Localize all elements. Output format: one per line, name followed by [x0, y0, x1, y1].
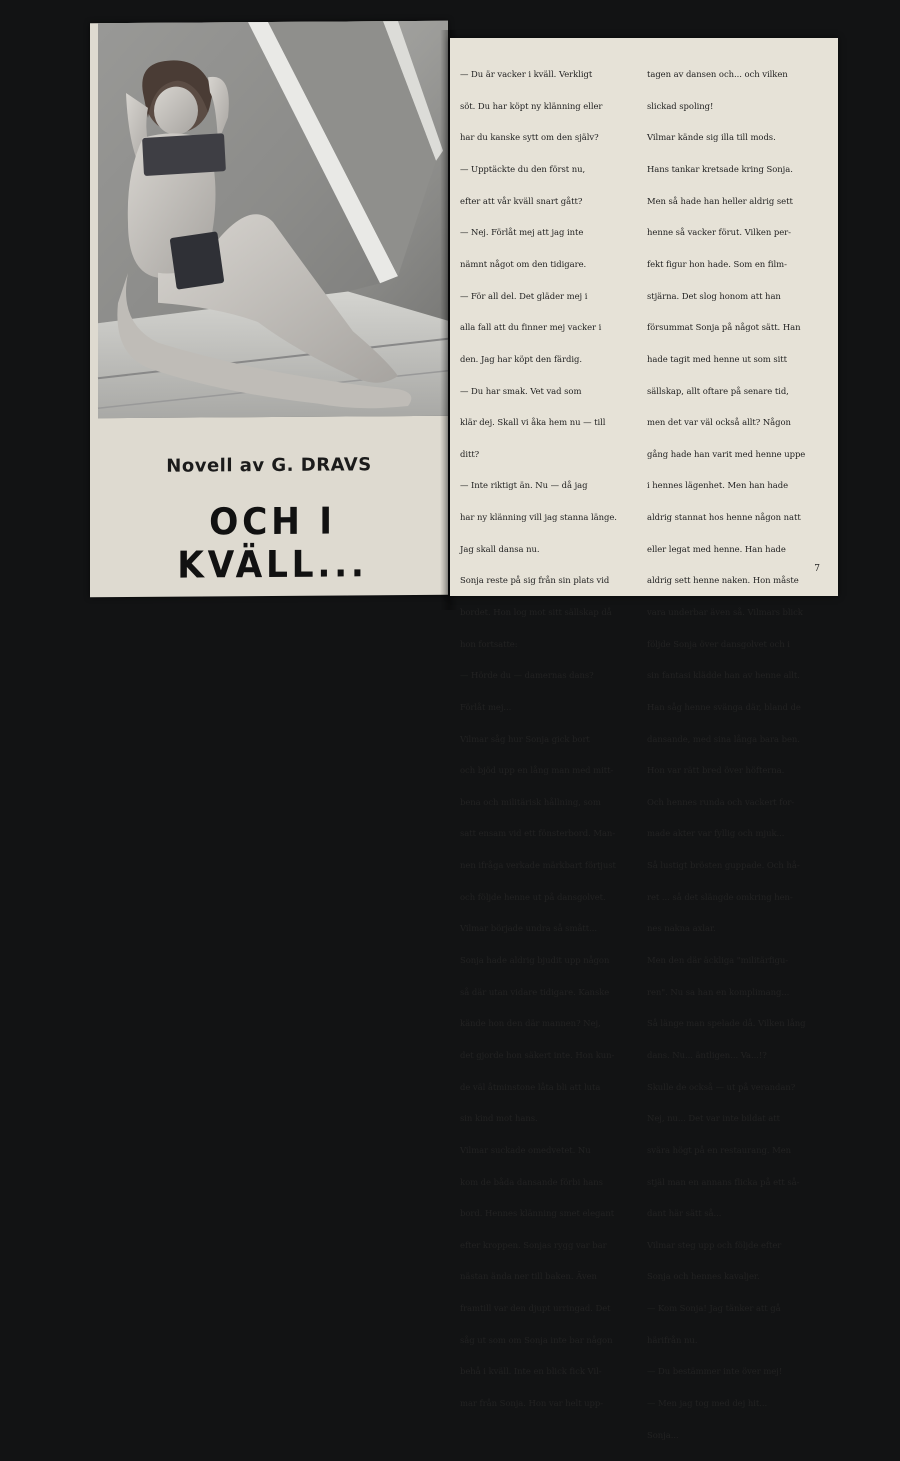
- left-page: [90, 21, 448, 597]
- text-line: hon fortsatte:: [460, 638, 518, 649]
- text-line: — Inte riktigt än. Nu — då jag: [460, 480, 588, 491]
- text-line: Men så hade han heller aldrig sett: [647, 195, 793, 206]
- text-line: efter att vår kväll snart gått?: [460, 195, 583, 206]
- text-line: den. Jag har köpt den färdig.: [460, 353, 582, 364]
- text-line: Vilmar började undra så smått...: [460, 923, 597, 934]
- text-line: sin kind mot hans.: [460, 1113, 538, 1124]
- text-line: svära högt på en restaurang. Men: [647, 1144, 792, 1155]
- text-line: framtill var den djupt urringad. Det: [460, 1303, 611, 1314]
- text-line: Så länge man spelade då. Vilken lång: [647, 1018, 806, 1029]
- text-line: alla fall att du finner mej vacker i: [460, 322, 602, 333]
- story-byline: Novell av G. DRAVS: [166, 454, 372, 477]
- text-line: Vilmar suckade omedvetet. Nu: [460, 1144, 591, 1155]
- text-line: Förlåt mej...: [460, 701, 512, 712]
- text-line: men det var väl också allt? Någon: [647, 417, 791, 428]
- text-line: Hans tankar kretsade kring Sonja.: [647, 164, 793, 175]
- text-line: Skulle de också — ut på verandan?: [647, 1081, 796, 1092]
- text-line: stjärna. Det slog honom att han: [647, 290, 781, 301]
- text-line: bordet. Hon log mot sitt sällskap då: [460, 606, 612, 617]
- text-column-left: [460, 48, 636, 1430]
- text-line: i hennes lägenhet. Men han hade: [647, 480, 789, 491]
- text-line: Och hennes runda och vackert for-: [647, 796, 795, 807]
- text-line: — Nej. Förlåt mej att jag inte: [460, 227, 584, 238]
- text-line: — Kom Sonja! Jag tänker att gå: [647, 1303, 781, 1314]
- text-line: nes nakna axlar.: [647, 923, 716, 934]
- text-line: Vilmar såg hur Sonja gick bort: [460, 733, 590, 744]
- text-line: aldrig sett henne naken. Hon måste: [647, 575, 799, 586]
- text-line: Nej, nu... Det var inte bildat att: [647, 1113, 780, 1124]
- text-line: klär dej. Skall vi åka hem nu — till: [460, 417, 606, 428]
- text-line: stjäl man en annans flicka på ett så-: [647, 1176, 800, 1187]
- text-line: och bjöd upp en lång man med mitt-: [460, 765, 614, 776]
- text-line: aldrig stannat hos henne någon natt: [647, 512, 801, 523]
- text-line: nen ifråga verkade märkbart förtjust: [460, 860, 616, 871]
- text-line: mar från Sonja. Hon var helt upp-: [460, 1398, 604, 1408]
- text-line: de väl åtminstone låta bli att luta: [460, 1081, 601, 1092]
- right-page: [450, 38, 838, 1440]
- text-line: efter kroppen. Sonjas rygg var bar: [460, 1239, 607, 1250]
- text-line: så där utan vidare tidigare. Kanske: [460, 986, 610, 997]
- text-line: Sonja reste på sig från sin plats vid: [460, 575, 610, 586]
- text-line: dansande, med sina långa bara ben.: [647, 733, 800, 744]
- text-line: — Hörde du — damernas dans?: [460, 670, 594, 681]
- text-line: henne så vacker förut. Vilken per-: [647, 227, 791, 238]
- text-line: — Men jag tog med dej hit...: [647, 1398, 768, 1408]
- text-line: följde Sonja över dansgolvet och i: [647, 638, 790, 649]
- text-line: nämnt något om den tidigare.: [460, 258, 587, 269]
- text-line: Sonja...: [647, 1429, 679, 1440]
- text-line: bena och militärisk hållning, som: [460, 796, 601, 807]
- text-line: och följde henne ut på dansgolvet.: [460, 891, 606, 902]
- text-line: behå i kväll. Inte en blick fick Vil-: [460, 1366, 602, 1377]
- text-line: Jag skall dansa nu.: [460, 543, 540, 554]
- text-line: Hon var rätt bred över höfterna.: [647, 765, 785, 776]
- text-line: Sonja hade aldrig bjudit upp någon: [460, 955, 610, 966]
- text-line: — Du har smak. Vet vad som: [460, 385, 582, 396]
- page-number: 7: [814, 564, 820, 574]
- text-line: söt. Du har köpt ny klänning eller: [460, 100, 603, 111]
- text-line: Men den där äckliga "militärfigu-: [647, 955, 789, 966]
- text-line: Vilmar kände sig illa till mods.: [647, 132, 776, 143]
- text-line: — Du bestämmer inte över mej!: [647, 1366, 783, 1377]
- text-line: hade tagit med henne ut som sitt: [647, 353, 787, 364]
- text-line: har du kanske sytt om den själv?: [460, 132, 599, 143]
- text-line: har ny klänning vill jag stanna länge.: [460, 512, 617, 523]
- story-photo: [98, 21, 448, 418]
- text-line: — För all del. Det gläder mej i: [460, 290, 588, 301]
- text-column-right: [647, 48, 823, 1461]
- text-line: fekt figur hon hade. Som en film-: [647, 258, 787, 269]
- text-line: Vilmar steg upp och följde efter: [647, 1239, 782, 1250]
- text-line: — Du är vacker i kväll. Verkligt: [460, 69, 593, 80]
- text-line: vara underbar även så. Vilmars blick: [647, 606, 803, 617]
- text-line: kände hon den där mannen? Nej,: [460, 1018, 601, 1029]
- text-line: ren". Nu sa han en komplimang...: [647, 986, 790, 997]
- text-line: härifrån nu.: [647, 1334, 698, 1345]
- text-line: kom de båda dansande förbi hans: [460, 1176, 603, 1187]
- text-line: eller legat med henne. Han hade: [647, 543, 786, 554]
- text-line: bord. Hennes klänning smet elegant: [460, 1208, 615, 1219]
- text-line: Sonja och hennes kavaljer.: [647, 1271, 760, 1282]
- text-line: dant här sätt så...: [647, 1208, 722, 1219]
- text-line: ret ... så det slängde omkring hen-: [647, 891, 793, 902]
- text-line: dans. Nu... äntligen... Va...!?: [647, 1049, 767, 1060]
- text-line: det gjorde hon säkert inte. Hon kun-: [460, 1049, 615, 1060]
- text-line: Så lustigt brösten guppade. Och hå-: [647, 860, 800, 871]
- text-line: gång hade han varit med henne uppe: [647, 448, 806, 459]
- text-line: tagen av dansen och... och vilken: [647, 69, 788, 80]
- text-line: sällskap, allt oftare på senare tid,: [647, 385, 789, 396]
- story-title: OCH I KVÄLL...: [177, 499, 368, 587]
- text-line: Han såg henne svänga där, bland de: [647, 701, 801, 712]
- text-line: sin fantasi klädde han av henne allt.: [647, 670, 800, 681]
- text-line: made akter var fyllig och mjuk...: [647, 828, 785, 839]
- photo-icon: [98, 21, 448, 418]
- text-line: slickad spoling!: [647, 100, 714, 111]
- text-line: satt ensam vid ett fönsterbord. Man-: [460, 828, 616, 839]
- text-line: nästan ända ner till baken. Även: [460, 1271, 597, 1282]
- text-line: — Upptäckte du den först nu,: [460, 164, 586, 175]
- text-line: försummat Sonja på något sätt. Han: [647, 322, 801, 333]
- text-line: såg ut som om Sonja inte bar någon: [460, 1334, 613, 1345]
- text-line: ditt?: [460, 448, 480, 459]
